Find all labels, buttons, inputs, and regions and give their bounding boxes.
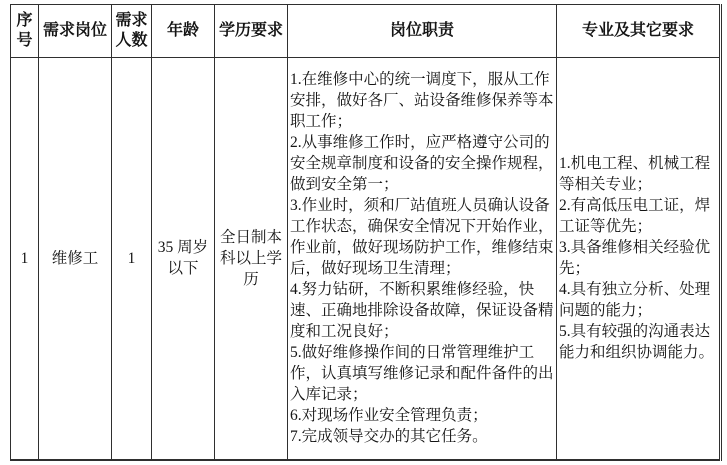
header-duties: 岗位职责 <box>288 5 557 58</box>
header-age: 年龄 <box>152 5 215 58</box>
header-requirements: 专业及其它要求 <box>557 5 721 58</box>
duty-item: 1.在维修中心的统一调度下，服从工作安排，做好各厂、站设备维修保养等本职工作； <box>290 71 554 131</box>
duty-item: 5.做好维修操作间的日常管理维护工作，认真填写维修记录和配件备件的出入库记录； <box>290 344 554 404</box>
duty-item: 7.完成领导交办的其它任务。 <box>290 428 488 446</box>
requirement-item: 1.机电工程、机械工程等相关专业； <box>559 155 711 194</box>
header-headcount: 需求人数 <box>112 5 152 58</box>
cell-duties <box>288 58 557 460</box>
cell-education: 全日制本科以上学历 <box>215 58 288 460</box>
cell-seq: 1 <box>11 58 39 460</box>
recruitment-table <box>10 4 722 461</box>
header-row <box>11 5 721 58</box>
duty-item: 4.努力钻研，不断积累维修经验，快速、正确地排除设备故障，保证设备精度和工况良好； <box>290 281 554 341</box>
cell-requirements <box>557 58 721 460</box>
requirement-item: 3.具备维修相关经验优先； <box>559 239 711 278</box>
header-position: 需求岗位 <box>39 5 112 58</box>
requirement-item: 4.具有独立分析、处理问题的能力； <box>559 281 711 320</box>
cell-age: 35 周岁以下 <box>152 58 215 460</box>
cell-position: 维修工 <box>39 58 112 460</box>
duty-item: 3.作业时，须和厂站值班人员确认设备工作状态，确保安全情况下开始作业，作业前，做好现场防护工作，维修结束后，做好现场卫生清理； <box>290 197 554 278</box>
duty-item: 6.对现场作业安全管理负责； <box>290 407 488 425</box>
header-seq: 序号 <box>11 5 39 58</box>
header-education: 学历要求 <box>215 5 288 58</box>
duty-item: 2.从事维修工作时，应严格遵守公司的安全规章制度和设备的安全操作规程，做到安全第一； <box>290 134 554 194</box>
requirement-item: 2.有高低压电工证，焊工证等优先； <box>559 197 711 236</box>
requirement-item: 5.具有较强的沟通表达能力和组织协调能力。 <box>559 323 715 362</box>
table-row <box>11 58 721 460</box>
cell-headcount: 1 <box>112 58 152 460</box>
